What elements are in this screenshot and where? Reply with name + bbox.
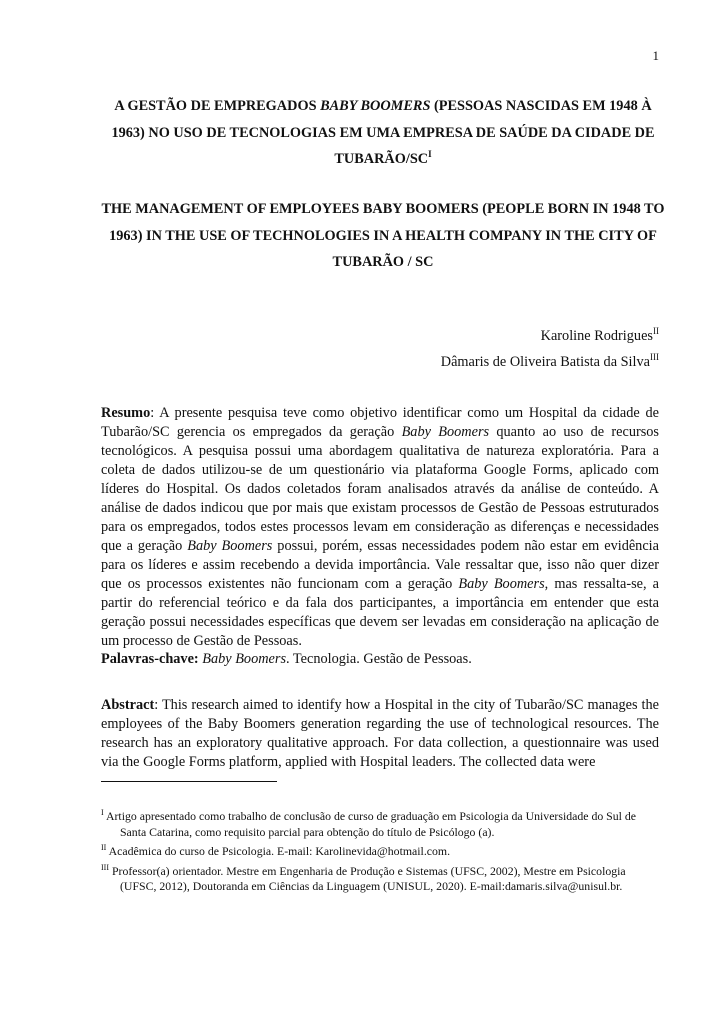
footnote-3-marker: III bbox=[101, 862, 109, 872]
title-english: THE MANAGEMENT OF EMPLOYEES BABY BOOMERS (PEOPLE BORN IN 1948 TO 1963) IN THE USE OF TECHNOLOGIES IN A HEALTH COMPANY IN THE CITY OF TUBARÃO / SC bbox=[101, 201, 665, 270]
author-2-marker: III bbox=[650, 352, 659, 363]
author-2-name: Dâmaris de Oliveira Batista da Silva bbox=[440, 354, 650, 370]
resumo-text-2: quanto ao uso de recursos tecnológicos. A pesquisa possui uma abordagem qualitativa de natureza exploratória. Para a coleta de dados utilizou-se de um questionário via plataforma Google Forms, aplicado com líderes do Hospital. Os dados coletados foram analisados através da análise de conteúdo. A análise de dados indicou que por mais que existam processos de Gestão de Pessoas estruturados para os empregados, todos estes processos levam em consideração as diferenças e necessidades que a geração bbox=[101, 424, 659, 554]
footnote-separator bbox=[101, 781, 277, 782]
resumo-label: Resumo bbox=[101, 405, 151, 421]
resumo-italic-2: Baby Boomers bbox=[187, 538, 273, 554]
resumo-text-3: possui, porém, essas necessidades podem não estar em evidência para os líderes e assim recebendo a devida importância. Vale ressaltar que, isso não quer dizer que os processos existentes não funcionam com a geração bbox=[101, 538, 659, 592]
page-number: 1 bbox=[652, 48, 659, 63]
resumo-text-1: : A presente pesquisa teve como objetivo identificar como um Hospital da cidade de Tubarão/SC gerencia os empregados da geração bbox=[101, 405, 659, 440]
footnote-2-marker: II bbox=[101, 843, 107, 853]
title-footnote-marker: I bbox=[428, 149, 432, 160]
author-1-marker: II bbox=[653, 326, 659, 337]
resumo-text-4: , mas ressalta-se, a partir do referencial teórico e da fala dos participantes, a importância em entender que esta geração possui necessidades específicas que devem ser levadas em consideração na aplicação de um processo de Gestão de Pessoas. bbox=[101, 576, 660, 649]
author-1-name: Karoline Rodrigues bbox=[540, 328, 653, 344]
title-pt-part2: (PESSOAS NASCIDAS EM 1948 À 1963) NO USO DE TECNOLOGIAS EM UMA EMPRESA DE SAÚDE DA CIDADE DE TUBARÃO/SC bbox=[111, 98, 655, 167]
footnote-1-text: Artigo apresentado como trabalho de conclusão de curso de graduação em Psicologia da Universidade do Sul de Santa Catarina, como requisito parcial para obtenção do título de Psicólogo (a). bbox=[103, 809, 637, 839]
abstract-label: Abstract bbox=[101, 697, 155, 713]
title-portuguese bbox=[100, 93, 666, 173]
author-1 bbox=[541, 328, 659, 345]
keywords-paragraph bbox=[101, 650, 659, 669]
abstract-text: : This research aimed to identify how a Hospital in the city of Tubarão/SC manages the employees of the Baby Boomers generation regarding the use of technological resources. The research has an exploratory qualitative approach. For data collection, a questionnaire was used via the Google Forms platform, applied with Hospital leaders. The collected data were bbox=[101, 697, 659, 770]
title-pt-italic: BABY BOOMERS bbox=[320, 98, 431, 114]
resumo-italic-3: Baby Boomers bbox=[458, 576, 545, 592]
resumo-paragraph bbox=[101, 404, 659, 651]
title-pt-part1: A GESTÃO DE EMPREGADOS bbox=[114, 98, 321, 114]
footnote-1 bbox=[101, 809, 661, 840]
keywords-rest: . Tecnologia. Gestão de Pessoas. bbox=[286, 651, 472, 667]
keywords-italic: Baby Boomers bbox=[202, 651, 287, 667]
author-2 bbox=[441, 354, 659, 371]
keywords-label: Palavras-chave: bbox=[101, 651, 199, 667]
resumo-italic-1: Baby Boomers bbox=[401, 424, 490, 440]
footnote-2-text: Acadêmica do curso de Psicologia. E-mail: Karolinevida@hotmail.com. bbox=[106, 844, 451, 858]
footnotes bbox=[101, 809, 661, 899]
footnote-3-text: Professor(a) orientador. Mestre em Engenharia de Produção e Sistemas (UFSC, 2002), Mestre em Psicologia (UFSC, 2012), Doutoranda em Ciências da Linguagem (UNISUL, 2020). E-mail:damaris.silva@unisul.br. bbox=[109, 863, 626, 893]
abstract-paragraph bbox=[101, 696, 659, 772]
footnote-3 bbox=[101, 864, 661, 895]
footnote-1-marker: I bbox=[101, 808, 104, 818]
footnote-2 bbox=[101, 844, 661, 860]
